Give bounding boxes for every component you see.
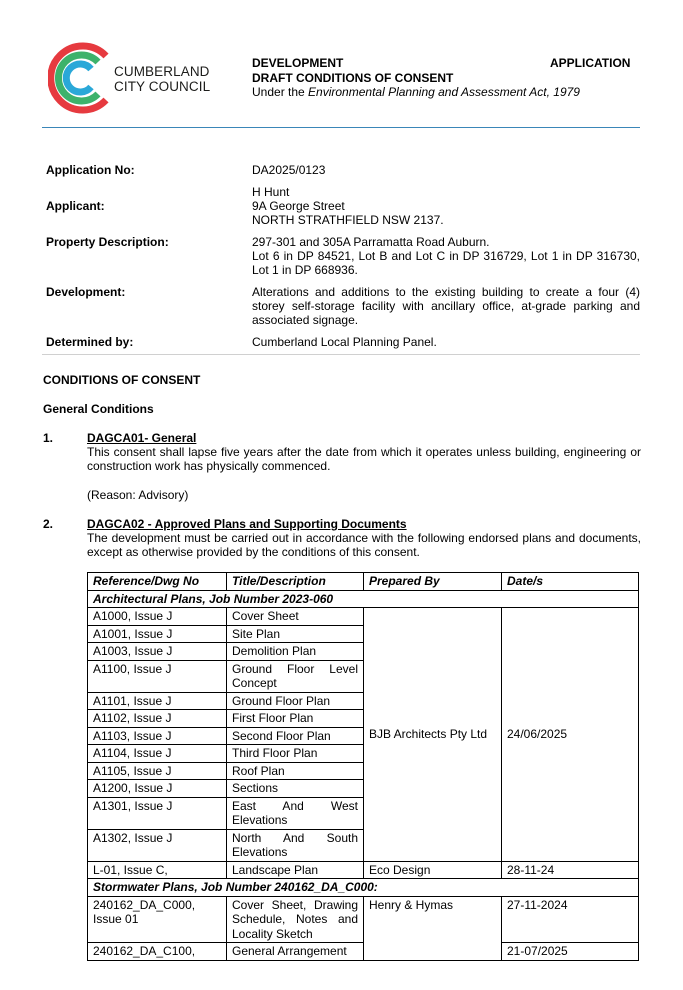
applicant-line3: NORTH STRATHFIELD NSW 2137. (252, 213, 444, 227)
table-cell-date: 21-07/2025 (502, 943, 639, 961)
condition-2 (87, 517, 641, 559)
table-cell-ref: A1103, Issue J (88, 727, 227, 745)
condition-1-text: This consent shall lapse five years after the date from which it operates unless building, engineering or construction work has physically commenced. (87, 445, 641, 473)
development-label: Development: (46, 285, 126, 299)
table-cell-title: General Arrangement (227, 943, 364, 961)
application-no-value: DA2025/0123 (252, 163, 326, 177)
property-label: Property Description: (46, 235, 169, 249)
table-cell-date: 27-11-2024 (502, 896, 639, 943)
council-logo (48, 42, 228, 117)
header-act (252, 85, 580, 99)
table-cell-title: East And West Elevations (227, 797, 364, 829)
table-cell-title: Cover Sheet, Drawing Schedule, Notes and Locality Sketch (227, 896, 364, 943)
table-cell-ref: 240162_DA_C000, Issue 01 (88, 896, 227, 943)
header-divider (42, 127, 640, 128)
table-group-label: Architectural Plans, Job Number 2023-060 (88, 590, 639, 608)
applicant-line2: 9A George Street (252, 199, 345, 213)
table-cell-ref: A1104, Issue J (88, 745, 227, 763)
table-group-label: Stormwater Plans, Job Number 240162_DA_C000: (88, 879, 639, 897)
condition-1 (87, 431, 641, 473)
table-cell-ref: A1001, Issue J (88, 625, 227, 643)
condition-2-text: The development must be carried out in accordance with the following endorsed plans and documents, except as otherwise provided by the conditions of this consent. (87, 531, 641, 559)
info-row-applicant (42, 182, 640, 232)
info-row-development (42, 282, 640, 332)
table-cell-title: Second Floor Plan (227, 727, 364, 745)
condition-1-reason: (Reason: Advisory) (87, 488, 189, 502)
condition-2-title: DAGCA02 - Approved Plans and Supporting Documents (87, 517, 407, 531)
applicant-line1: H Hunt (252, 185, 290, 199)
condition-1-title: DAGCA01- General (87, 431, 197, 445)
table-cell-ref: A1102, Issue J (88, 710, 227, 728)
table-cell-ref: A1000, Issue J (88, 608, 227, 626)
table-header-cell: Reference/Dwg No (88, 573, 227, 591)
info-row-determined (42, 332, 640, 354)
table-cell-ref: L-01, Issue C, (88, 861, 227, 879)
determined-value: Cumberland Local Planning Panel. (252, 335, 437, 349)
condition-2-number: 2. (43, 517, 54, 531)
table-group-row-architectural (88, 590, 639, 608)
applicant-value (252, 185, 640, 227)
application-info (42, 160, 640, 355)
table-cell-title: Third Floor Plan (227, 745, 364, 763)
table-cell-title: Ground Floor Level Concept (227, 660, 364, 692)
header-title-right: APPLICATION (550, 56, 631, 70)
table-cell-date: 24/06/2025 (502, 608, 639, 862)
table-row (88, 896, 639, 943)
header-act-name: Environmental Planning and Assessment Act, 1979 (308, 85, 580, 99)
table-cell-title: North And South Elevations (227, 829, 364, 861)
table-cell-title: Roof Plan (227, 762, 364, 780)
condition-1-number: 1. (43, 431, 54, 445)
table-cell-title: Cover Sheet (227, 608, 364, 626)
general-conditions-heading: General Conditions (43, 402, 154, 416)
table-header-cell: Prepared By (364, 573, 502, 591)
table-cell-title: Site Plan (227, 625, 364, 643)
table-row (88, 608, 639, 626)
property-line1: 297-301 and 305A Parramatta Road Auburn. (252, 235, 490, 249)
applicant-label: Applicant: (46, 199, 105, 213)
table-cell-ref: A1105, Issue J (88, 762, 227, 780)
table-row-landscape (88, 861, 639, 879)
table-cell-title: Ground Floor Plan (227, 692, 364, 710)
property-value (252, 235, 640, 277)
table-cell-title: Sections (227, 780, 364, 798)
application-no-label: Application No: (46, 163, 135, 177)
table-cell-prepared-by: Eco Design (364, 861, 502, 879)
table-header-cell: Title/Description (227, 573, 364, 591)
property-line2: Lot 6 in DP 84521, Lot B and Lot C in DP 316729, Lot 1 in DP 316730, Lot 1 in DP 668936. (252, 249, 640, 277)
conditions-heading: CONDITIONS OF CONSENT (43, 373, 201, 387)
table-cell-ref: A1200, Issue J (88, 780, 227, 798)
table-cell-ref: A1003, Issue J (88, 643, 227, 661)
council-logo-icon (48, 42, 110, 114)
determined-label: Determined by: (46, 335, 134, 349)
header-subtitle: DRAFT CONDITIONS OF CONSENT (252, 71, 454, 85)
table-cell-prepared-by: BJB Architects Pty Ltd (364, 608, 502, 862)
table-cell-ref: 240162_DA_C100, (88, 943, 227, 961)
development-value: Alterations and additions to the existing building to create a four (4) storey self-storage facility with ancillary office, at-grade parking and associated signage. (252, 285, 640, 327)
table-cell-ref: A1100, Issue J (88, 660, 227, 692)
header-title-left: DEVELOPMENT (252, 56, 344, 70)
table-header-cell: Date/s (502, 573, 639, 591)
logo-name-line1: CUMBERLAND (114, 64, 210, 79)
table-cell-ref: A1302, Issue J (88, 829, 227, 861)
table-cell-prepared-by: Henry & Hymas (364, 896, 502, 960)
table-cell-ref: A1301, Issue J (88, 797, 227, 829)
header-act-prefix: Under the (252, 85, 309, 99)
table-cell-title: Demolition Plan (227, 643, 364, 661)
table-group-row-stormwater (88, 879, 639, 897)
table-row (88, 943, 639, 961)
info-row-application-no (42, 160, 640, 182)
table-header-row (88, 573, 639, 591)
info-row-property (42, 232, 640, 282)
table-cell-title: Landscape Plan (227, 861, 364, 879)
table-cell-ref: A1101, Issue J (88, 692, 227, 710)
table-cell-title: First Floor Plan (227, 710, 364, 728)
logo-name-line2: CITY COUNCIL (114, 79, 211, 94)
table-cell-date: 28-11-24 (502, 861, 639, 879)
approved-plans-table (87, 572, 639, 961)
